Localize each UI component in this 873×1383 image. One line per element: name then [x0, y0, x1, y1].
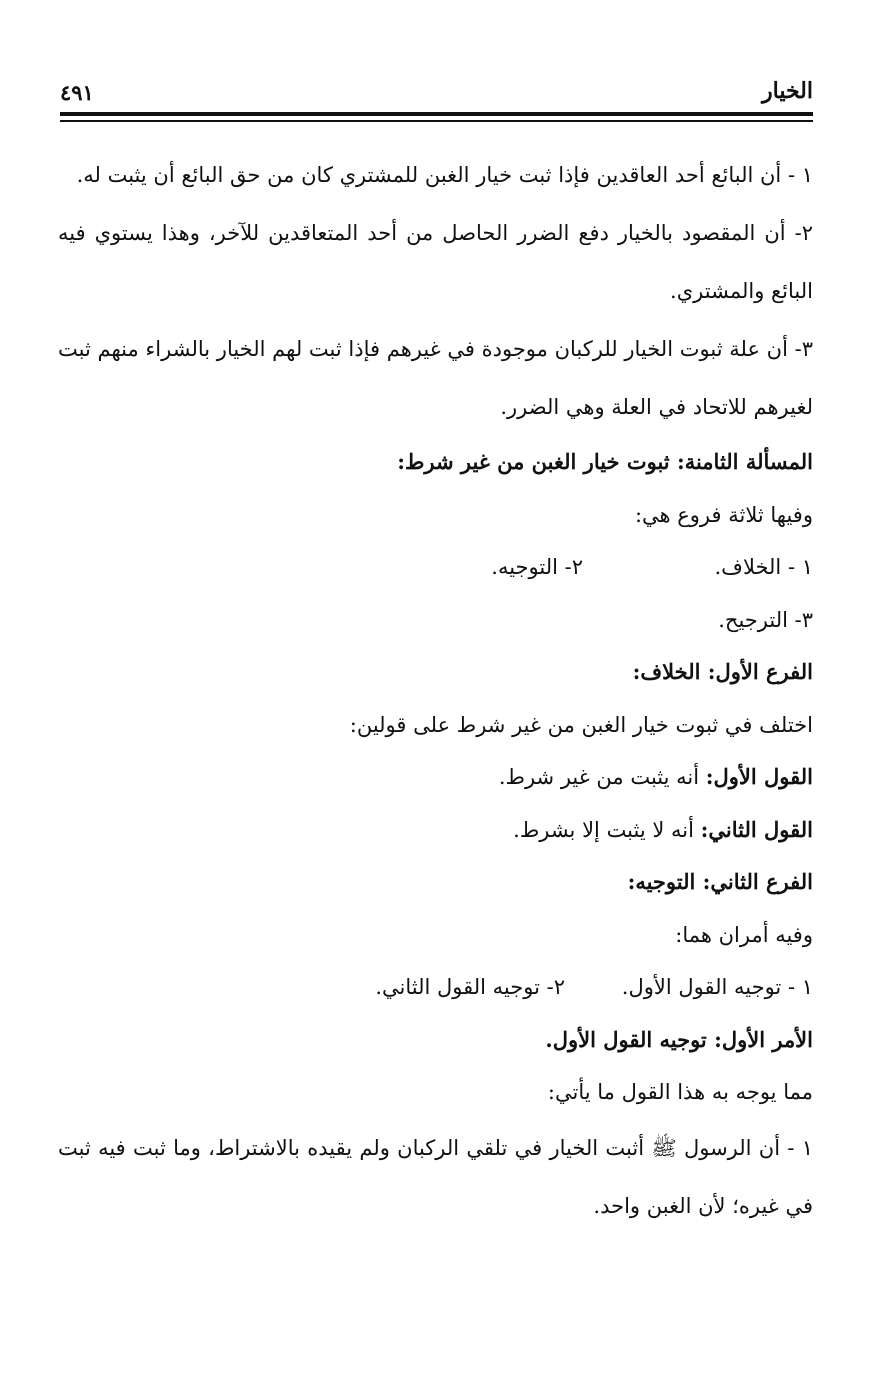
matter-1-intro: مما يوجه به هذا القول ما يأتي:	[547, 1080, 813, 1104]
header-rule-thin	[60, 120, 813, 122]
opinion-1-text: أنه يثبت من غير شرط.	[498, 765, 706, 789]
opinion-1	[58, 751, 813, 804]
branch-2-heading: الفرع الثاني: التوجيه:	[627, 869, 813, 894]
paragraph-reason-3: ٣- أن علة ثبوت الخيار للركبان موجودة في غيرهم فإذا ثبت لهم الخيار بالشراء منهم ثبت لغيرهم للاتحاد في العلة وهي الضرر.	[58, 337, 813, 419]
header-rule-thick	[60, 112, 813, 116]
issue-8-item-2: ٢- التوجيه.	[491, 555, 583, 579]
branch-2-items-row	[58, 961, 813, 1014]
issue-8-items-row	[58, 541, 813, 594]
issue-8-item-1: ١ - الخلاف.	[714, 555, 813, 579]
issue-8-heading: المسألة الثامنة: ثبوت خيار الغبن من غير شرط:	[397, 449, 813, 474]
running-head-title: الخيار	[762, 78, 813, 104]
paragraph-reason-1: ١ - أن البائع أحد العاقدين فإذا ثبت خيار الغبن للمشتري كان من حق البائع أن يثبت له.	[76, 163, 813, 187]
branch-2-intro: وفيه أمران هما:	[675, 922, 813, 947]
opinion-2-label: القول الثاني:	[700, 816, 813, 842]
branch-1-heading: الفرع الأول: الخلاف:	[632, 659, 813, 684]
issue-8-item-3: ٣- الترجيح.	[718, 607, 813, 632]
running-head	[60, 74, 813, 114]
opinion-1-label: القول الأول:	[705, 764, 813, 789]
opinion-2	[58, 804, 813, 857]
body-text	[58, 146, 813, 1235]
page-number: ٤٩١	[60, 80, 94, 105]
issue-8-intro: وفيها ثلاثة فروع هي:	[634, 502, 813, 527]
branch-2-item-1: ١ - توجيه القول الأول.	[621, 975, 813, 999]
paragraph-reason-2: ٢- أن المقصود بالخيار دفع الضرر الحاصل من أحد المتعاقدين للآخر، وهذا يستوي فيه البائع والمشتري.	[58, 221, 813, 303]
branch-1-intro: اختلف في ثبوت خيار الغبن من غير شرط على قولين:	[349, 712, 813, 737]
matter-1-paragraph-1: ١ - أن الرسول ﷺ أثبت الخيار في تلقي الركبان ولم يقيده بالاشتراط، وما ثبت فيه ثبت في غيره؛ لأن الغبن واحد.	[58, 1135, 813, 1218]
branch-2-item-2: ٢- توجيه القول الثاني.	[375, 975, 565, 999]
matter-1-heading: الأمر الأول: توجيه القول الأول.	[545, 1026, 813, 1052]
opinion-2-text: أنه لا يثبت إلا بشرط.	[513, 817, 701, 842]
